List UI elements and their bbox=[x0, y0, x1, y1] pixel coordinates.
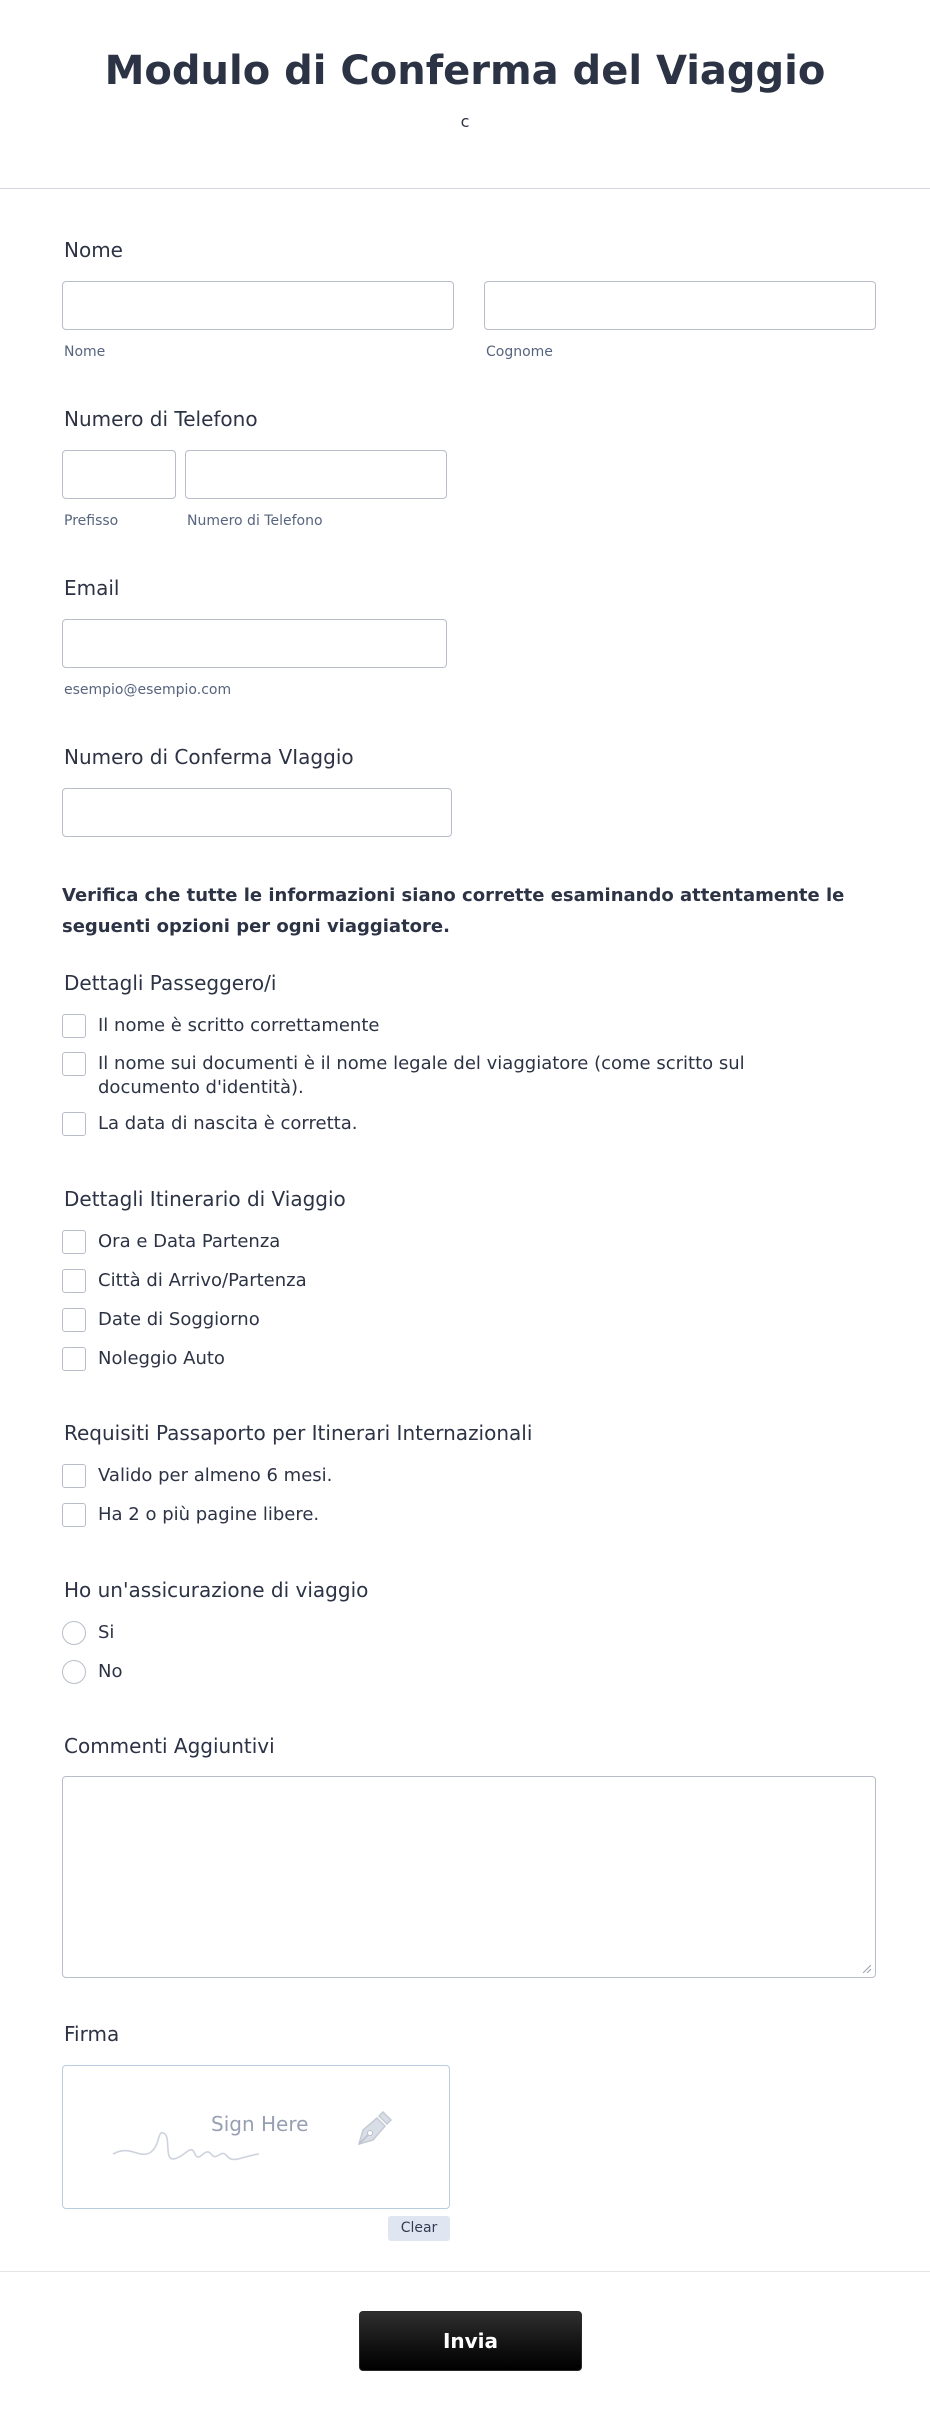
passenger-option-name-spelling[interactable] bbox=[62, 1014, 838, 1038]
phone-label: Numero di Telefono bbox=[64, 407, 258, 431]
itinerary-option-cities[interactable] bbox=[62, 1269, 838, 1293]
passengers-label: Dettagli Passeggero/i bbox=[64, 971, 277, 995]
passport-label: Requisiti Passaporto per Itinerari Internazionali bbox=[64, 1421, 533, 1445]
signature-pad[interactable] bbox=[62, 2065, 450, 2209]
option-label: No bbox=[98, 1661, 123, 1682]
resize-handle-icon[interactable] bbox=[861, 1963, 871, 1973]
email-label: Email bbox=[64, 576, 120, 600]
checkbox[interactable] bbox=[62, 1269, 86, 1293]
signature-placeholder: Sign Here bbox=[211, 2112, 309, 2136]
submit-button[interactable]: Invia bbox=[359, 2311, 582, 2371]
footer-divider bbox=[0, 2271, 930, 2272]
last-name-input[interactable] bbox=[484, 281, 876, 330]
form-header bbox=[0, 0, 930, 189]
checkbox[interactable] bbox=[62, 1112, 86, 1136]
option-label: La data di nascita è corretta. bbox=[98, 1113, 358, 1134]
checkbox[interactable] bbox=[62, 1230, 86, 1254]
signature-label: Firma bbox=[64, 2022, 120, 2046]
option-label: Il nome sui documenti è il nome legale del viaggiatore (come scritto sul documento d'identità). bbox=[98, 1053, 745, 1098]
verification-notice: Verifica che tutte le informazioni siano corrette esaminando attentamente le seguenti opzioni per ogni viaggiatore. bbox=[62, 885, 845, 937]
radio-button[interactable] bbox=[62, 1660, 86, 1684]
first-name-input[interactable] bbox=[62, 281, 454, 330]
option-label: Date di Soggiorno bbox=[98, 1309, 260, 1330]
insurance-option-yes[interactable] bbox=[62, 1621, 838, 1645]
last-name-sublabel: Cognome bbox=[486, 344, 553, 360]
insurance-label: Ho un'assicurazione di viaggio bbox=[64, 1578, 369, 1602]
email-input[interactable] bbox=[62, 619, 447, 668]
phone-number-input[interactable] bbox=[185, 450, 447, 499]
passport-option-pages[interactable] bbox=[62, 1503, 838, 1527]
checkbox[interactable] bbox=[62, 1052, 86, 1076]
checkbox[interactable] bbox=[62, 1014, 86, 1038]
first-name-sublabel: Nome bbox=[64, 344, 106, 360]
checkbox[interactable] bbox=[62, 1503, 86, 1527]
option-label: Ora e Data Partenza bbox=[98, 1231, 281, 1252]
option-label: Il nome è scritto correttamente bbox=[98, 1015, 380, 1036]
comments-label: Commenti Aggiuntivi bbox=[64, 1734, 275, 1758]
checkbox[interactable] bbox=[62, 1464, 86, 1488]
checkbox[interactable] bbox=[62, 1308, 86, 1332]
confirmation-label: Numero di Conferma VIaggio bbox=[64, 745, 354, 769]
checkbox[interactable] bbox=[62, 1347, 86, 1371]
itinerary-option-car-rental[interactable] bbox=[62, 1347, 838, 1371]
clear-signature-button[interactable]: Clear bbox=[388, 2216, 450, 2241]
phone-number-sublabel: Numero di Telefono bbox=[187, 513, 323, 529]
itinerary-label: Dettagli Itinerario di Viaggio bbox=[64, 1187, 346, 1211]
phone-prefix-input[interactable] bbox=[62, 450, 176, 499]
page-subtitle: c bbox=[460, 112, 470, 131]
option-label: Città di Arrivo/Partenza bbox=[98, 1270, 307, 1291]
email-sublabel: esempio@esempio.com bbox=[64, 682, 232, 698]
passport-option-validity[interactable] bbox=[62, 1464, 838, 1488]
comments-textarea[interactable] bbox=[62, 1776, 876, 1978]
insurance-option-no[interactable] bbox=[62, 1660, 838, 1684]
option-label: Ha 2 o più pagine libere. bbox=[98, 1504, 320, 1525]
passenger-option-birthdate[interactable] bbox=[62, 1112, 838, 1136]
itinerary-option-departure[interactable] bbox=[62, 1230, 838, 1254]
passenger-option-legal-name[interactable] bbox=[62, 1052, 838, 1100]
option-label: Noleggio Auto bbox=[98, 1348, 225, 1369]
pen-icon bbox=[351, 2108, 395, 2152]
radio-button[interactable] bbox=[62, 1621, 86, 1645]
option-label: Si bbox=[98, 1622, 115, 1643]
name-label: Nome bbox=[64, 238, 123, 262]
page-title: Modulo di Conferma del Viaggio bbox=[104, 48, 826, 94]
option-label: Valido per almeno 6 mesi. bbox=[98, 1465, 333, 1486]
itinerary-option-stay-dates[interactable] bbox=[62, 1308, 838, 1332]
confirmation-input[interactable] bbox=[62, 788, 452, 837]
phone-prefix-sublabel: Prefisso bbox=[64, 513, 119, 529]
